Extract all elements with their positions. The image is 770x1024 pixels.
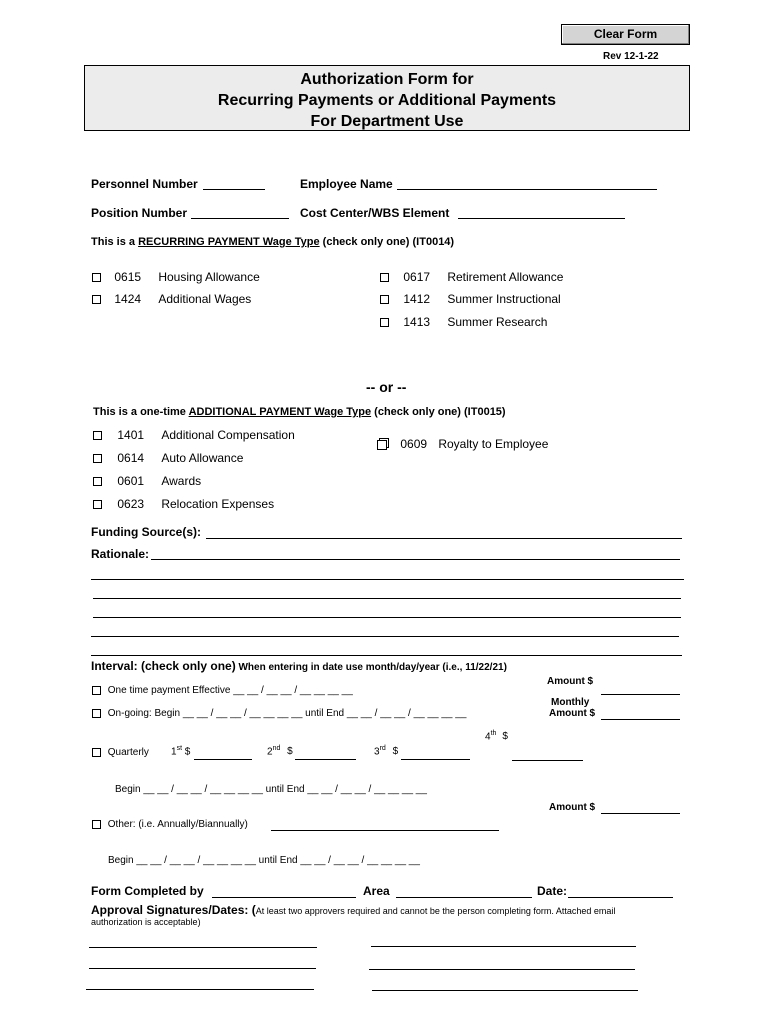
rationale-line-3[interactable] — [93, 598, 681, 599]
checkbox[interactable] — [92, 295, 101, 304]
checkbox[interactable] — [377, 440, 387, 450]
signature-line-1[interactable] — [89, 947, 317, 948]
form-completed-by-label: Form Completed by — [91, 884, 204, 898]
amount-field[interactable] — [601, 694, 680, 695]
recurring-option-0617[interactable]: 0617 Retirement Allowance — [380, 270, 563, 284]
quarter-4-label: 4th $ — [485, 730, 508, 743]
rationale-line-4[interactable] — [93, 617, 681, 618]
interval-heading: Interval: (check only one) When entering in date use month/day/year (i.e., 11/22/21) — [91, 659, 507, 673]
revision-label: Rev 12-1-22 — [603, 51, 659, 62]
ongoing-option[interactable]: On-going: Begin __ __ / __ __ / __ __ __ __ until End __ __ / __ __ / __ __ __ __ — [92, 708, 466, 719]
title-line-2: Recurring Payments or Additional Payments — [217, 92, 557, 109]
additional-option-0609[interactable]: 0609 Royalty to Employee — [377, 437, 548, 451]
other-begin-end: Begin __ __ / __ __ / __ __ __ __ until End __ __ / __ __ / __ __ __ __ — [108, 855, 420, 866]
rationale-label: Rationale: — [91, 547, 150, 561]
checkbox[interactable] — [92, 748, 101, 757]
signature-line-4[interactable] — [369, 969, 635, 970]
funding-source-field[interactable] — [206, 538, 682, 539]
area-label: Area — [363, 884, 390, 898]
checkbox[interactable] — [93, 500, 102, 509]
signature-line-6[interactable] — [372, 990, 638, 991]
recurring-heading: This is a RECURRING PAYMENT Wage Type (check only one) (IT0014) — [91, 236, 455, 248]
employee-name-field[interactable] — [397, 189, 657, 190]
quarterly-begin-end: Begin __ __ / __ __ / __ __ __ __ until End __ __ / __ __ / __ __ __ __ — [115, 784, 427, 795]
quarter-2-label: 2nd $ — [267, 745, 293, 758]
checkbox[interactable] — [93, 431, 102, 440]
position-number-field[interactable] — [191, 218, 289, 219]
quarterly-option[interactable]: Quarterly — [92, 747, 149, 758]
additional-option-1401[interactable]: 1401 Additional Compensation — [93, 428, 295, 442]
amount-2-label: Amount $ — [549, 802, 596, 813]
monthly-label: Monthly — [551, 697, 590, 708]
amount-2-field[interactable] — [601, 813, 680, 814]
clear-form-button[interactable]: Clear Form — [561, 24, 690, 45]
quarter-4-field[interactable] — [512, 760, 583, 761]
quarter-2-field[interactable] — [295, 759, 356, 760]
rationale-line-2[interactable] — [91, 579, 684, 580]
checkbox[interactable] — [92, 820, 101, 829]
date-label: Date: — [537, 884, 568, 898]
approval-note-line-2: authorization is acceptable) — [91, 917, 201, 927]
personnel-number-label: Personnel Number — [91, 177, 198, 191]
quarter-1-label: 1st $ — [171, 745, 191, 758]
checkbox[interactable] — [93, 454, 102, 463]
additional-option-0614[interactable]: 0614 Auto Allowance — [93, 451, 243, 465]
signature-line-2[interactable] — [371, 946, 636, 947]
monthly-amount-field[interactable] — [601, 719, 680, 720]
title-line-3: For Department Use — [310, 113, 464, 130]
employee-name-label: Employee Name — [300, 177, 393, 191]
rationale-line-6[interactable] — [91, 655, 682, 656]
quarter-1-field[interactable] — [194, 759, 252, 760]
checkbox[interactable] — [92, 686, 101, 695]
one-time-payment-option[interactable]: One time payment Effective __ __ / __ __ / __ __ __ __ — [92, 685, 353, 696]
funding-source-label: Funding Source(s): — [91, 525, 201, 539]
checkbox[interactable] — [92, 709, 101, 718]
additional-option-0601[interactable]: 0601 Awards — [93, 474, 201, 488]
checkbox[interactable] — [380, 273, 389, 282]
or-divider: -- or -- — [366, 379, 407, 395]
form-completed-by-field[interactable] — [212, 897, 356, 898]
monthly-amount-label: Amount $ — [549, 708, 596, 719]
signature-line-3[interactable] — [89, 968, 316, 969]
additional-option-0623[interactable]: 0623 Relocation Expenses — [93, 497, 274, 511]
signature-line-5[interactable] — [86, 989, 314, 990]
quarter-3-field[interactable] — [401, 759, 470, 760]
date-field[interactable] — [568, 897, 673, 898]
recurring-option-1412[interactable]: 1412 Summer Instructional — [380, 292, 561, 306]
personnel-number-field[interactable] — [203, 189, 265, 190]
recurring-option-1413[interactable]: 1413 Summer Research — [380, 315, 547, 329]
cost-center-field[interactable] — [458, 218, 625, 219]
area-field[interactable] — [396, 897, 532, 898]
rationale-line-5[interactable] — [91, 636, 679, 637]
checkbox[interactable] — [92, 273, 101, 282]
other-field[interactable] — [271, 830, 499, 831]
recurring-option-1424[interactable]: 1424 Additional Wages — [92, 292, 251, 306]
form-title-box — [84, 65, 690, 131]
quarter-3-label: 3rd $ — [374, 745, 399, 758]
approval-heading: Approval Signatures/Dates: (At least two approvers required and cannot be the person completing form. Attached email — [91, 903, 616, 917]
additional-heading: This is a one-time ADDITIONAL PAYMENT Wage Type (check only one) (IT0015) — [93, 406, 506, 418]
cost-center-label: Cost Center/WBS Element — [300, 206, 450, 220]
amount-label: Amount $ — [547, 676, 594, 687]
checkbox[interactable] — [93, 477, 102, 486]
checkbox[interactable] — [380, 318, 389, 327]
position-number-label: Position Number — [91, 206, 188, 220]
other-option[interactable]: Other: (i.e. Annually/Biannually) — [92, 819, 248, 830]
title-line-1: Authorization Form for — [300, 71, 474, 88]
rationale-field[interactable] — [151, 559, 680, 560]
recurring-option-0615[interactable]: 0615 Housing Allowance — [92, 270, 260, 284]
checkbox[interactable] — [380, 295, 389, 304]
